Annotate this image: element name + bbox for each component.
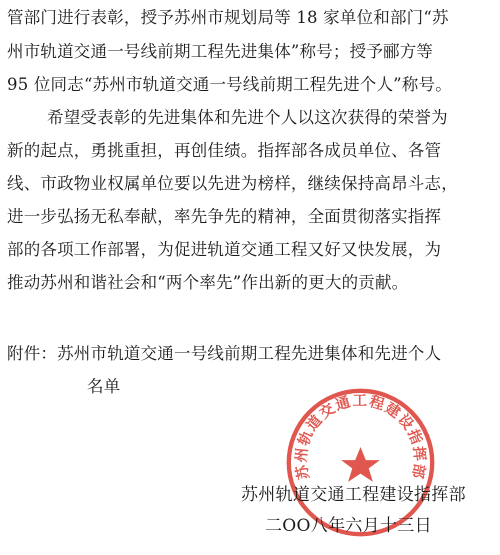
body-line-7: 进一步弘扬无私奉献，率先争先的精神，全面贯彻落实指挥 — [7, 207, 442, 226]
body-line-5: 新的起点，勇挑重担，再创佳绩。指挥部各成员单位、各管 — [7, 141, 442, 160]
body-line-4: 希望受表彰的先进集体和先进个人以这次获得的荣誉为 — [47, 108, 448, 127]
body-line-2: 州市轨道交通一号线前期工程先进集体”称号；授予郦方等 — [7, 42, 434, 61]
body-line-1: 管部门进行表彰，授予苏州市规划局等 18 家单位和部门“苏 — [7, 8, 449, 27]
attachment-label: 附件：苏州市轨道交通一号线前期工程先进集体和先进个人 — [7, 344, 442, 363]
signing-organization: 苏州轨道交通工程建设指挥部 — [241, 485, 466, 505]
body-line-9: 推动苏州和谐社会和“两个率先”作出新的更大的贡献。 — [7, 273, 409, 292]
signing-date: 二OO八年六月十三日 — [265, 516, 432, 536]
seal-text: 苏州轨道交通工程建设指挥部 — [293, 393, 428, 481]
body-line-8: 部的各项工作部署，为促进轨道交通工程又好又快发展，为 — [7, 240, 442, 259]
attachment-continuation: 名单 — [87, 377, 121, 396]
body-line-6: 线、市政物业权属单位要以先进为榜样，继续保持高昂斗志， — [7, 174, 458, 193]
body-line-3: 95 位同志“苏州市轨道交通一号线前期工程先进个人”称号。 — [7, 75, 452, 94]
